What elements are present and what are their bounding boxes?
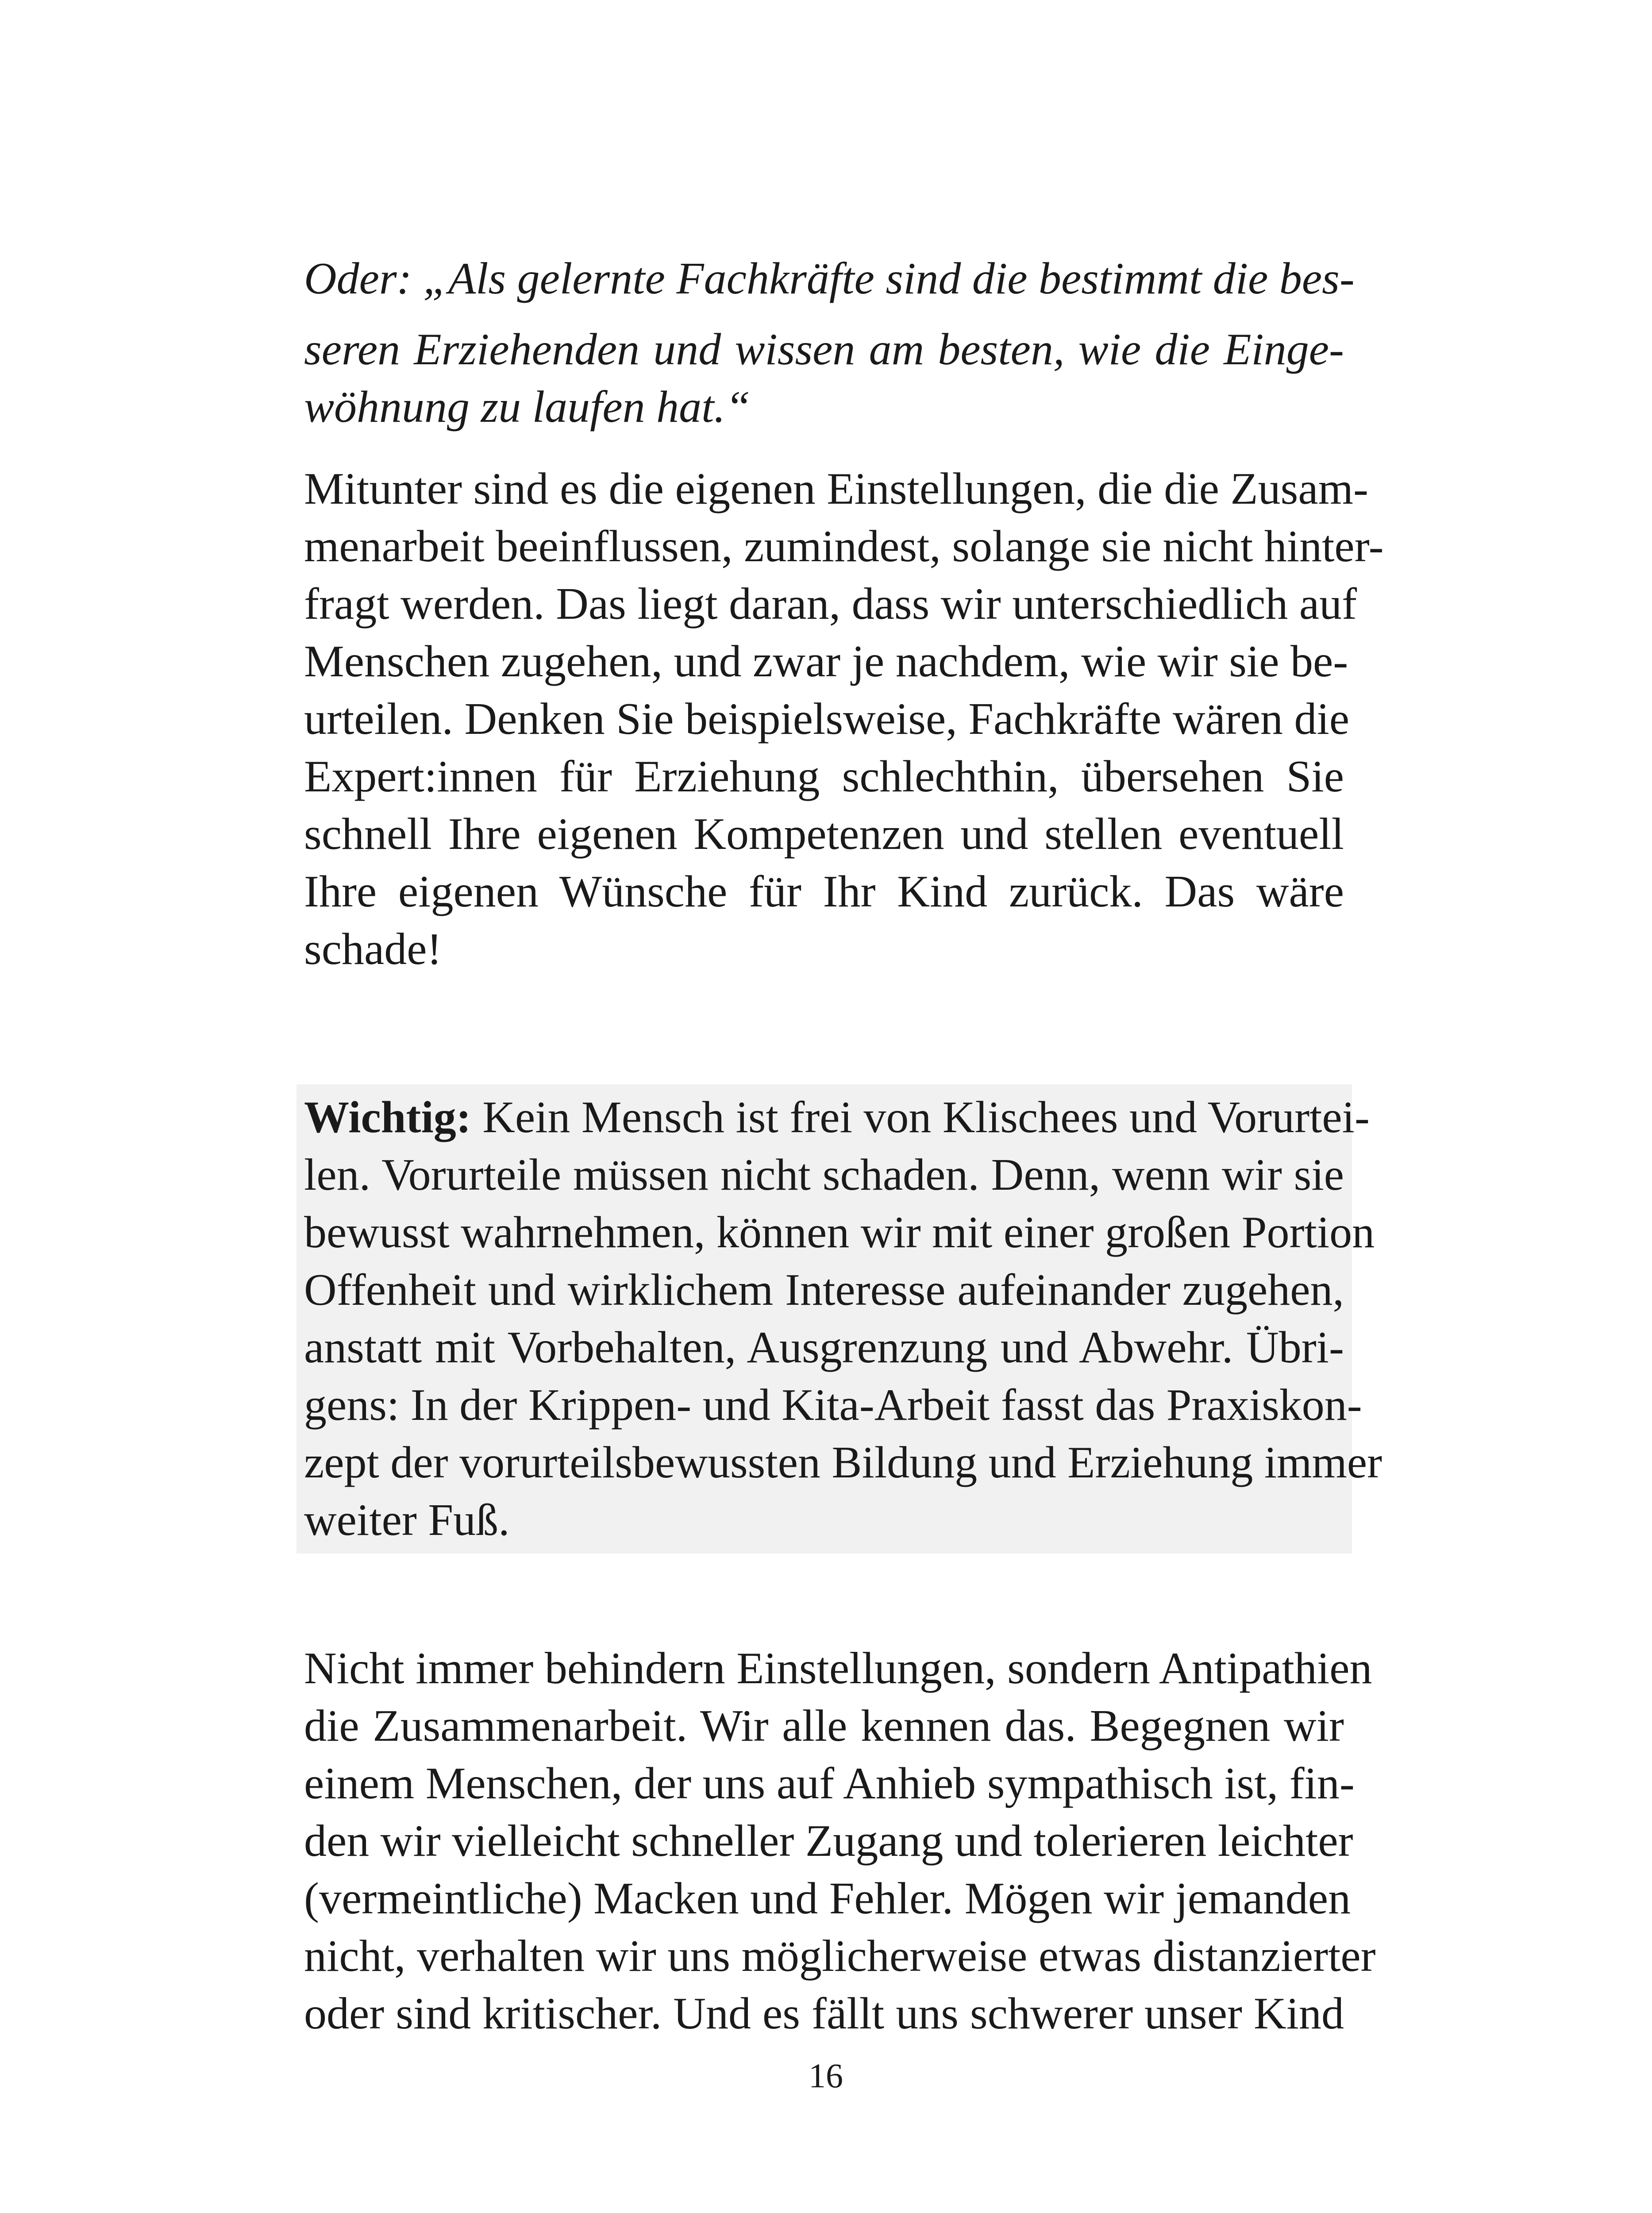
callout-line: anstatt mit Vorbehalten, Ausgrenzung und Abwehr. Übri- (304, 1322, 1344, 1373)
paragraph-line: Nicht immer behindern Einstellungen, sondern Antipathien (304, 1643, 1372, 1693)
paragraph-line: die Zusammenarbeit. Wir alle kennen das. Begegnen wir (304, 1701, 1344, 1751)
callout-label: Wichtig: (304, 1092, 471, 1142)
paragraph-line: schnell Ihre eigenen Kompetenzen und stellen eventuell (304, 809, 1344, 859)
paragraph-line: den wir vielleicht schneller Zugang und tolerieren leichter (304, 1816, 1353, 1866)
paragraph-line: Expert:innen für Erziehung schlechthin, übersehen Sie (304, 752, 1344, 802)
callout-line: weiter Fuß. (304, 1495, 510, 1545)
callout-line: Offenheit und wirklichem Interesse aufeinander zugehen, (304, 1265, 1344, 1315)
callout-first-line (304, 1087, 1370, 1149)
paragraph-line: (vermeintliche) Macken und Fehler. Mögen wir jemanden (304, 1874, 1351, 1924)
quote-line: seren Erziehenden und wissen am besten, wie die Einge- (304, 324, 1344, 374)
callout-first-line-text: Kein Mensch ist frei von Klischees und Vorurtei- (471, 1092, 1370, 1142)
paragraph-line: nicht, verhalten wir uns möglicherweise etwas distanzierter (304, 1931, 1376, 1981)
quote-line: wöhnung zu laufen hat.“ (304, 382, 751, 432)
paragraph-line: menarbeit beeinflussen, zumindest, solange sie nicht hinter- (304, 521, 1384, 571)
callout-line: len. Vorurteile müssen nicht schaden. Denn, wenn wir sie (304, 1150, 1344, 1200)
paragraph-line: oder sind kritischer. Und es fällt uns schwerer unser Kind (304, 1989, 1344, 2039)
callout-line: bewusst wahrnehmen, können wir mit einer großen Portion (304, 1207, 1375, 1257)
callout-line: gens: In der Krippen- und Kita-Arbeit fasst das Praxiskon- (304, 1380, 1362, 1430)
paragraph-line: einem Menschen, der uns auf Anhieb sympathisch ist, fin- (304, 1758, 1355, 1808)
paragraph-line: schade! (304, 924, 442, 974)
paragraph-line: Menschen zugehen, und zwar je nachdem, wie wir sie be- (304, 636, 1348, 686)
paragraph-line: Mitunter sind es die eigenen Einstellungen, die die Zusam- (304, 464, 1368, 514)
callout-line: zept der vorurteilsbewussten Bildung und Erziehung immer (304, 1438, 1382, 1488)
quote-line: Oder: „Als gelernte Fachkräfte sind die bestimmt die bes- (304, 254, 1355, 304)
paragraph-line: fragt werden. Das liegt daran, dass wir unterschiedlich auf (304, 579, 1357, 629)
paragraph-line: Ihre eigenen Wünsche für Ihr Kind zurück. Das wäre (304, 867, 1344, 917)
paragraph-line: urteilen. Denken Sie beispielsweise, Fachkräfte wären die (304, 694, 1350, 744)
page-number: 16 (809, 2056, 843, 2095)
